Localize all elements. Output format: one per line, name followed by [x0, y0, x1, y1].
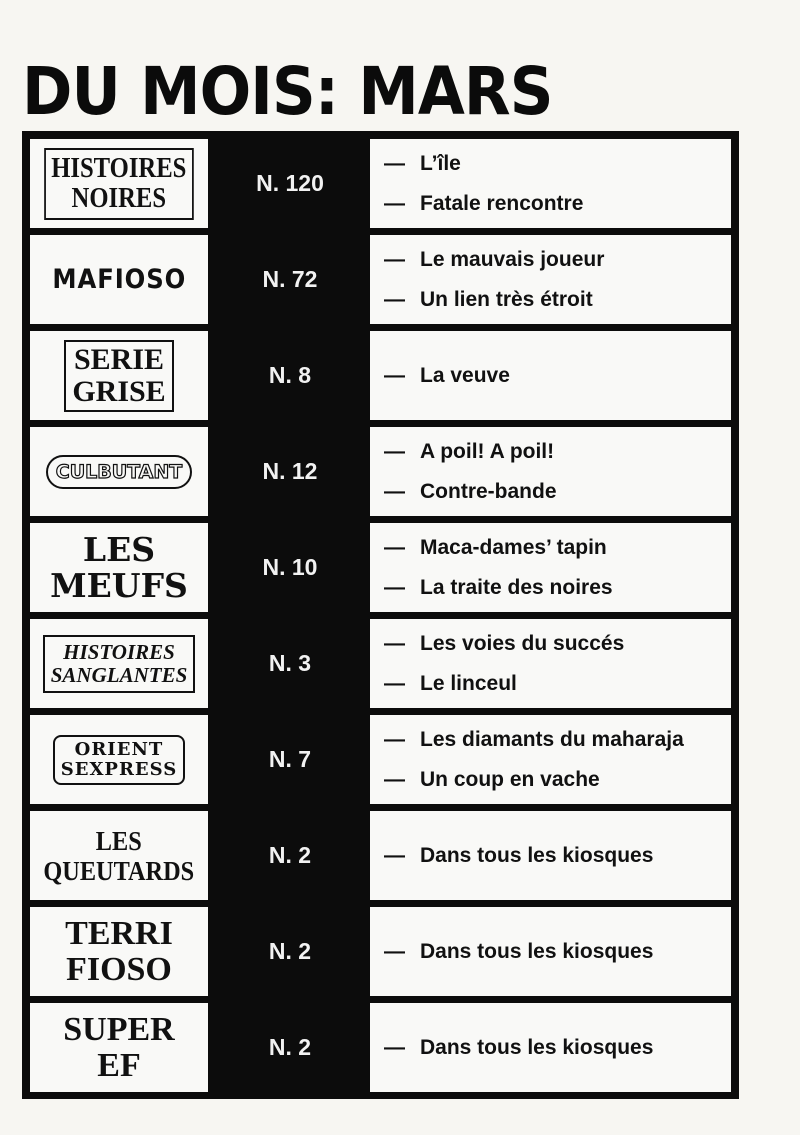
title-cell — [30, 715, 208, 804]
stories-cell — [370, 1003, 731, 1092]
issue-number-cell — [214, 235, 366, 324]
dash: — — [384, 479, 405, 503]
dash: — — [384, 727, 405, 751]
issue-number: N. 2 — [268, 842, 312, 868]
histoires-noires-logo: HISTOIRES NOIRES — [44, 148, 193, 220]
release-row-terri-fioso — [30, 907, 731, 996]
dash: — — [384, 191, 405, 215]
releases-table — [22, 131, 739, 1099]
orient-sexpress-logo: ORIENT SEXPRESS — [53, 735, 186, 785]
dash: — — [384, 151, 405, 175]
release-row-culbutant — [30, 427, 731, 516]
story-item: — Les diamants du maharaja — [384, 720, 731, 760]
stories-cell — [370, 427, 731, 516]
story-item: — Fatale rencontre — [384, 184, 731, 224]
culbutant-logo: CULBUTANT — [46, 455, 192, 489]
issue-number: N. 72 — [262, 266, 318, 292]
issue-number: N. 120 — [256, 170, 324, 196]
issue-number: N. 3 — [268, 650, 312, 676]
release-row-histoires-noires — [30, 139, 731, 228]
issue-number: N. 8 — [268, 362, 312, 388]
issue-number-cell — [214, 619, 366, 708]
stories-cell — [370, 139, 731, 228]
story-item: — Dans tous les kiosques — [384, 1028, 731, 1068]
story-item: — Dans tous les kiosques — [384, 932, 731, 972]
release-row-les-queutards — [30, 811, 731, 900]
title-cell — [30, 1003, 208, 1092]
stories-cell — [370, 907, 731, 996]
title-cell — [30, 619, 208, 708]
dash: — — [384, 1035, 405, 1059]
stories-cell — [370, 523, 731, 612]
release-row-super-ef — [30, 1003, 731, 1092]
story-item: — Maca-dames’ tapin — [384, 528, 731, 568]
stories-cell — [370, 619, 731, 708]
les-meufs-logo: LES MEUFS — [50, 529, 188, 605]
release-row-mafioso — [30, 235, 731, 324]
title-cell — [30, 811, 208, 900]
super-ef-logo: SUPER EF — [63, 1010, 175, 1084]
dash: — — [384, 767, 405, 791]
story-item: — Un coup en vache — [384, 760, 731, 800]
issue-number-cell — [214, 907, 366, 996]
story-item: — Le linceul — [384, 664, 731, 704]
dash: — — [384, 439, 405, 463]
mafioso-logo: MAFIOSO — [52, 264, 186, 295]
title-cell — [30, 331, 208, 420]
title-cell — [30, 523, 208, 612]
dash: — — [384, 671, 405, 695]
release-row-serie-grise — [30, 331, 731, 420]
story-item: — La veuve — [384, 356, 731, 396]
story-item: — A poil! A poil! — [384, 432, 731, 472]
title-cell — [30, 427, 208, 516]
issue-number-cell — [214, 715, 366, 804]
title-cell — [30, 139, 208, 228]
dash: — — [384, 631, 405, 655]
dash: — — [384, 363, 405, 387]
histoires-sanglantes-logo: HISTOIRES SANGLANTES — [43, 635, 196, 693]
story-item: — Le mauvais joueur — [384, 240, 731, 280]
issue-number-cell — [214, 331, 366, 420]
page-title: DU MOIS: MARS — [22, 53, 553, 130]
dash: — — [384, 535, 405, 559]
issue-number: N. 10 — [262, 554, 318, 580]
story-item: — Les voies du succés — [384, 624, 731, 664]
dash: — — [384, 575, 405, 599]
release-row-histoires-sanglantes — [30, 619, 731, 708]
dash: — — [384, 287, 405, 311]
story-item: — L’île — [384, 144, 731, 184]
dash: — — [384, 939, 405, 963]
title-cell — [30, 907, 208, 996]
issue-number: N. 2 — [268, 1034, 312, 1060]
story-item: — Un lien très étroit — [384, 280, 731, 320]
release-row-les-meufs — [30, 523, 731, 612]
issue-number: N. 12 — [262, 458, 318, 484]
terri-fioso-logo: TERRI FIOSO — [65, 914, 173, 988]
story-item: — Contre-bande — [384, 472, 731, 512]
issue-number: N. 7 — [268, 746, 312, 772]
issue-number-cell — [214, 523, 366, 612]
story-item: — Dans tous les kiosques — [384, 836, 731, 876]
issue-number-cell — [214, 811, 366, 900]
stories-cell — [370, 235, 731, 324]
issue-number: N. 2 — [268, 938, 312, 964]
dash: — — [384, 843, 405, 867]
les-queutards-logo: LES QUEUTARDS — [43, 825, 195, 886]
issue-number-cell — [214, 1003, 366, 1092]
stories-cell — [370, 811, 731, 900]
serie-grise-logo: SERIE GRISE — [64, 340, 173, 412]
release-row-orient-sexpress — [30, 715, 731, 804]
issue-number-cell — [214, 427, 366, 516]
story-item: — La traite des noires — [384, 568, 731, 608]
stories-cell — [370, 331, 731, 420]
title-cell — [30, 235, 208, 324]
stories-cell — [370, 715, 731, 804]
issue-number-cell — [214, 139, 366, 228]
dash: — — [384, 247, 405, 271]
